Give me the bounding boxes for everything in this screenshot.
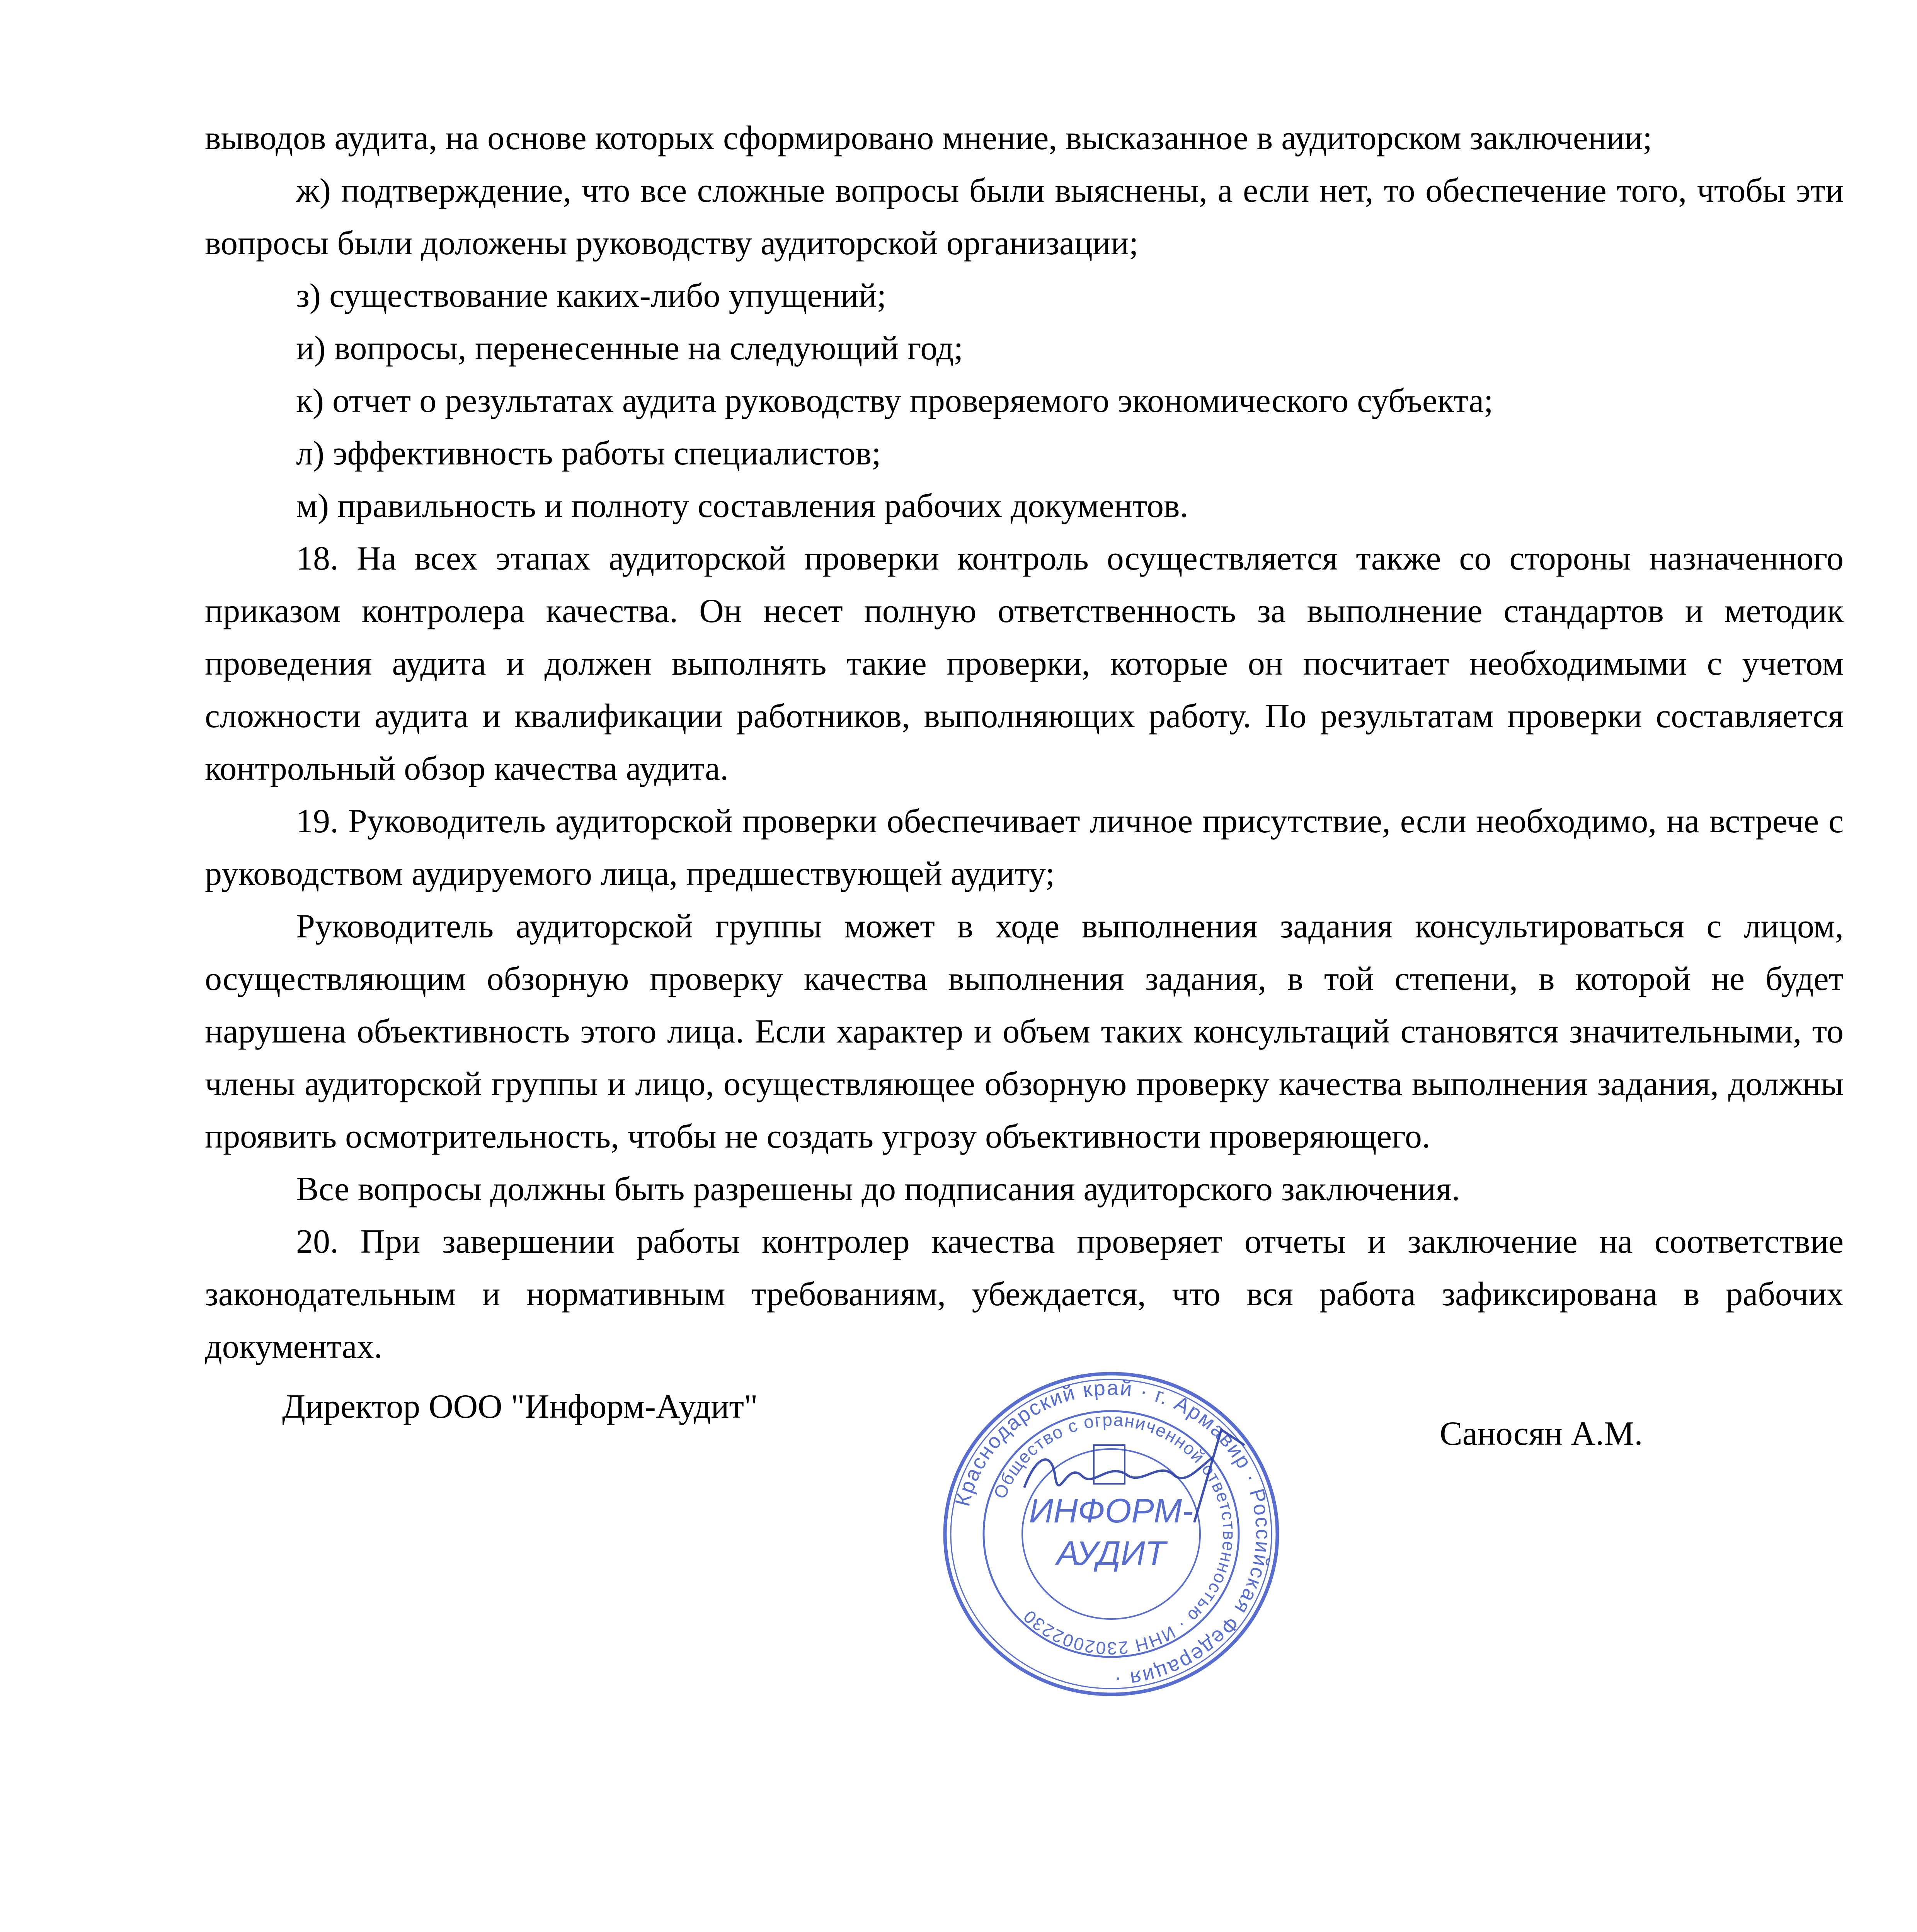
- signer-name: Саносян А.М.: [1440, 1415, 1643, 1452]
- paragraph: и) вопросы, перенесенные на следующий год;: [296, 330, 964, 367]
- svg-text:ИНФОРМ-: ИНФОРМ-: [1029, 1492, 1193, 1530]
- stamp-seal-icon: [928, 1360, 1295, 1708]
- paragraph: ж) подтверждение, что все сложные вопросы были выяснены, а если нет, то обеспечение того, чтобы эти вопросы были доложены руководству аудиторской организации;: [205, 172, 1844, 262]
- document-body: [205, 112, 1844, 1373]
- paragraph: к) отчет о результатах аудита руководству проверяемого экономического субъекта;: [296, 382, 1493, 420]
- svg-text:Краснодарский край · г. Армави: Краснодарский край · г. Армавир · Российская Федерация ·: [950, 1376, 1275, 1692]
- paragraph: м) правильность и полноту составления рабочих документов.: [296, 487, 1188, 525]
- paragraph: Руководитель аудиторской группы может в ходе выполнения задания консультироваться с лицом, осуществляющим обзорную проверку качества выполнения задания, в той степени, в которой не будет нарушена объективность этого лица. Если характер и объем таких консультаций становятся значительными, то члены аудиторской группы и лицо, осуществляющее обзорную проверку качества выполнения задания, должны проявить осмотрительность, чтобы не создать угрозу объективности проверяющего.: [205, 908, 1844, 1155]
- paragraph: выводов аудита, на основе которых сформировано мнение, высказанное в аудиторском заключении;: [205, 119, 1652, 157]
- svg-text:АУДИТ: АУДИТ: [1056, 1534, 1166, 1572]
- paragraph: з) существование каких-либо упущений;: [296, 277, 887, 315]
- signature-block: [0, 1360, 1917, 1708]
- paragraph: Все вопросы должны быть разрешены до подписания аудиторского заключения.: [296, 1170, 1460, 1208]
- paragraph: л) эффективность работы специалистов;: [296, 435, 881, 472]
- director-title: Директор ООО "Информ-Аудит": [282, 1388, 758, 1425]
- paragraph-19: 19. Руководитель аудиторской проверки обеспечивает личное присутствие, если необходимо, на встрече с руководством аудируемого лица, предшествующей аудиту;: [205, 803, 1844, 893]
- company-stamp: [928, 1360, 1295, 1708]
- paragraph-20: 20. При завершении работы контролер качества проверяет отчеты и заключение на соответствие законодательным и нормативным требованиям, убеждается, что вся работа зафиксирована в рабочих документах.: [205, 1223, 1844, 1366]
- svg-text:Общество с ограниченной ответс: Общество с ограниченной ответственностью · ИНН 2302002230: [989, 1409, 1240, 1659]
- paragraph-18: 18. На всех этапах аудиторской проверки контроль осуществляется также со стороны назначенного приказом контролера качества. Он несет полную ответственность за выполнение стандартов и методик проведения аудита и должен выполнять такие проверки, которые он посчитает необходимыми с учетом сложности аудита и квалификации работников, выполняющих работу. По результатам проверки составляется контрольный обзор качества аудита.: [205, 540, 1844, 787]
